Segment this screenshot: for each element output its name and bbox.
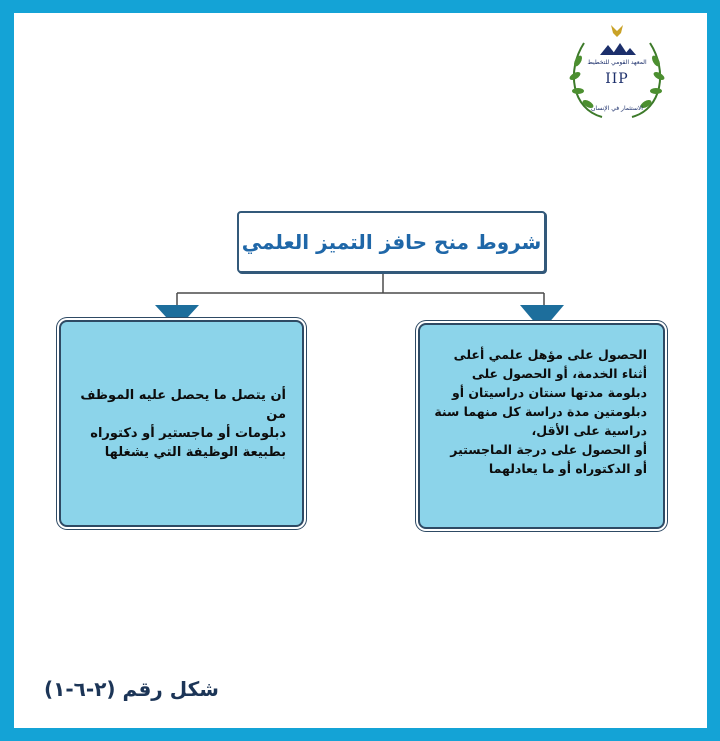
right-line: دبلومتين مدة دراسة كل منهما سنة [434, 404, 647, 419]
condition-box-right [418, 323, 665, 529]
figure-caption: شكل رقم (٢-٦-١) [44, 677, 219, 701]
right-line: دبلومة مدتها سنتان دراسيتان أو [451, 385, 647, 400]
left-line: دبلومات أو ماجستير أو دكتوراه [90, 425, 286, 441]
diagram-title-box [237, 211, 546, 273]
logo-arabic-name: المعهد القومي للتخطيط [587, 59, 647, 66]
logo-slogan: الاستثمار في الإنسان [591, 105, 643, 112]
right-box-text [428, 345, 647, 478]
right-line: الحصول على مؤهل علمي أعلى [453, 347, 647, 362]
left-line: بطبيعة الوظيفة التي يشغلها [104, 444, 286, 460]
right-line: دراسية على الأقل، [531, 423, 647, 438]
logo-acronym: IIP [605, 71, 629, 87]
tree-connector [14, 13, 707, 333]
condition-box-left [59, 320, 304, 527]
left-line: أن يتصل ما يحصل عليه الموظف من [80, 387, 286, 422]
page-sheet [14, 13, 707, 728]
right-line: أو الحصول على درجة الماجستير [450, 442, 647, 457]
right-line: أثناء الخدمة، أو الحصول على [471, 366, 647, 381]
left-box-text [73, 386, 286, 462]
diagram-title: شروط منح حافز التميز العلمي [241, 230, 542, 254]
right-line: أو الدكتوراه أو ما يعادلهما [488, 461, 647, 476]
